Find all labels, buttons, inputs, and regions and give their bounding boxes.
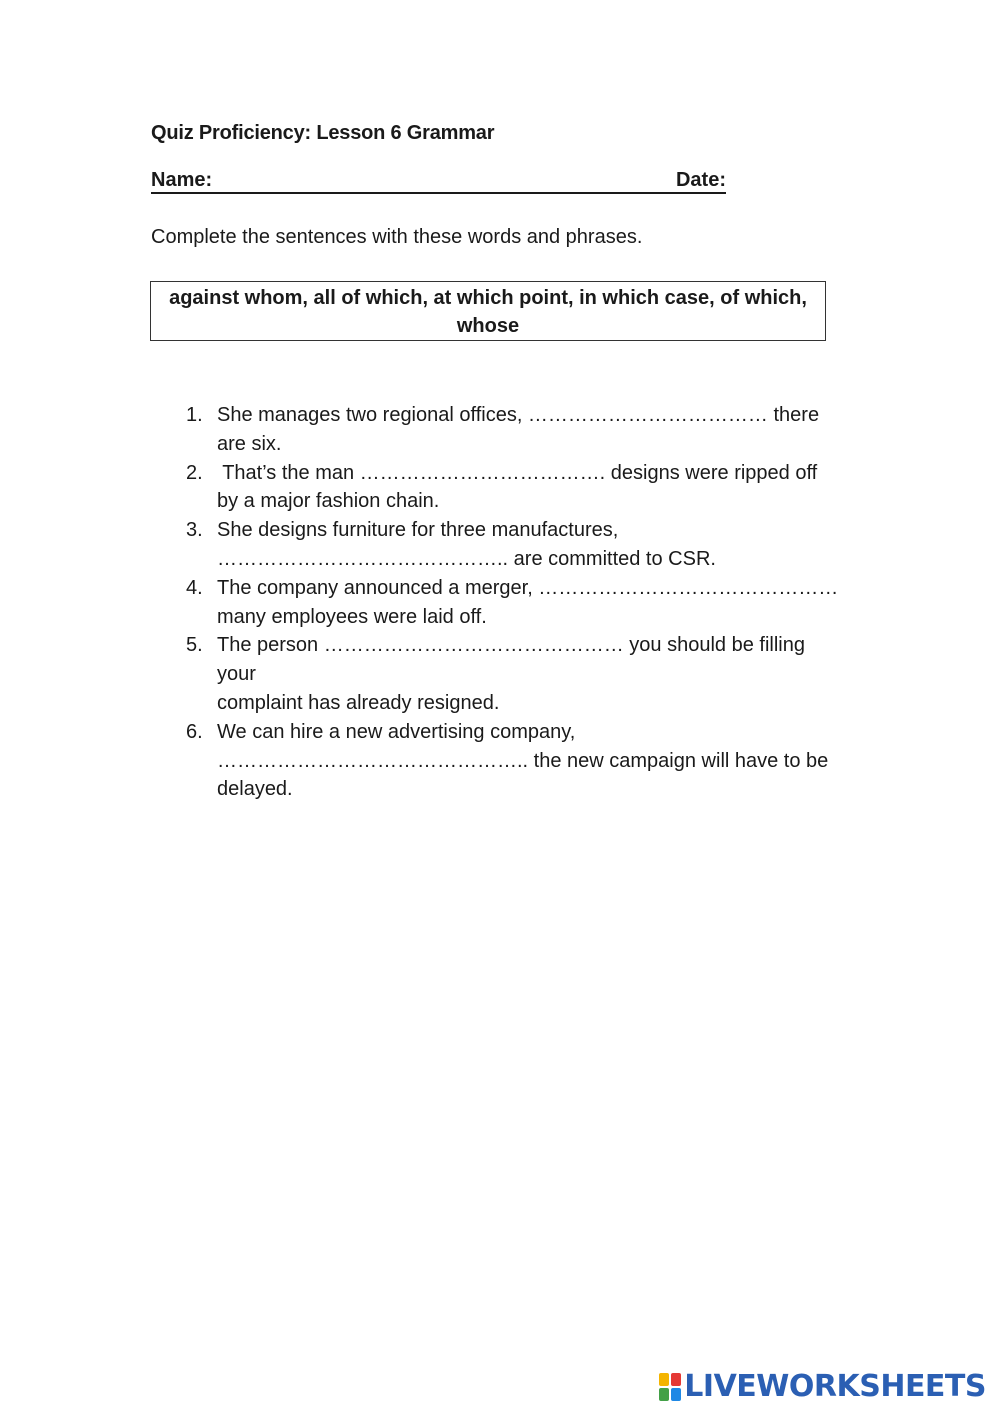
question-line: The person ……………………………………… you should be filling your <box>217 634 805 686</box>
question-number: 3. <box>186 519 203 542</box>
question-line: We can hire a new advertising company, <box>217 720 576 743</box>
question-line: That’s the man ………………………………. designs were ripped off <box>217 461 818 484</box>
question-line: She manages two regional offices, ……………………………… there <box>217 404 820 426</box>
list-item <box>186 574 846 632</box>
date-label: Date: <box>675 169 726 191</box>
question-line: ……………………………………….. the new campaign will have to be <box>217 749 829 772</box>
list-item <box>186 459 846 517</box>
brand-logo <box>659 1369 986 1404</box>
question-number: 1. <box>186 404 203 426</box>
question-line: She designs furniture for three manufactures, <box>217 519 619 542</box>
instruction-text: Complete the sentences with these words and phrases. <box>151 226 643 248</box>
list-item <box>186 401 846 459</box>
word-bank-box: against whom, all of which, at which point, in which case, of which, whose <box>150 281 826 341</box>
question-line: are six. <box>217 432 282 455</box>
question-number: 2. <box>186 461 203 484</box>
list-item <box>186 631 846 717</box>
page-title: Quiz Proficiency: Lesson 6 Grammar <box>151 122 495 144</box>
question-number: 4. <box>186 576 203 599</box>
question-line: complaint has already resigned. <box>217 691 500 714</box>
question-line: delayed. <box>217 778 293 801</box>
question-number: 5. <box>186 634 203 657</box>
question-number: 6. <box>186 720 203 743</box>
question-line: The company announced a merger, ……………………………………… <box>217 576 839 599</box>
brand-text: LIVEWORKSHEETS <box>684 1369 986 1404</box>
liveworksheets-logo-icon <box>659 1373 681 1401</box>
list-item <box>186 516 846 574</box>
name-date-line <box>151 168 726 194</box>
name-label: Name: <box>151 169 213 191</box>
question-line: …………………………………….. are committed to CSR. <box>217 547 716 570</box>
question-line: by a major fashion chain. <box>217 490 440 513</box>
question-list <box>186 401 846 804</box>
list-item <box>186 718 846 804</box>
question-line: many employees were laid off. <box>217 605 487 628</box>
